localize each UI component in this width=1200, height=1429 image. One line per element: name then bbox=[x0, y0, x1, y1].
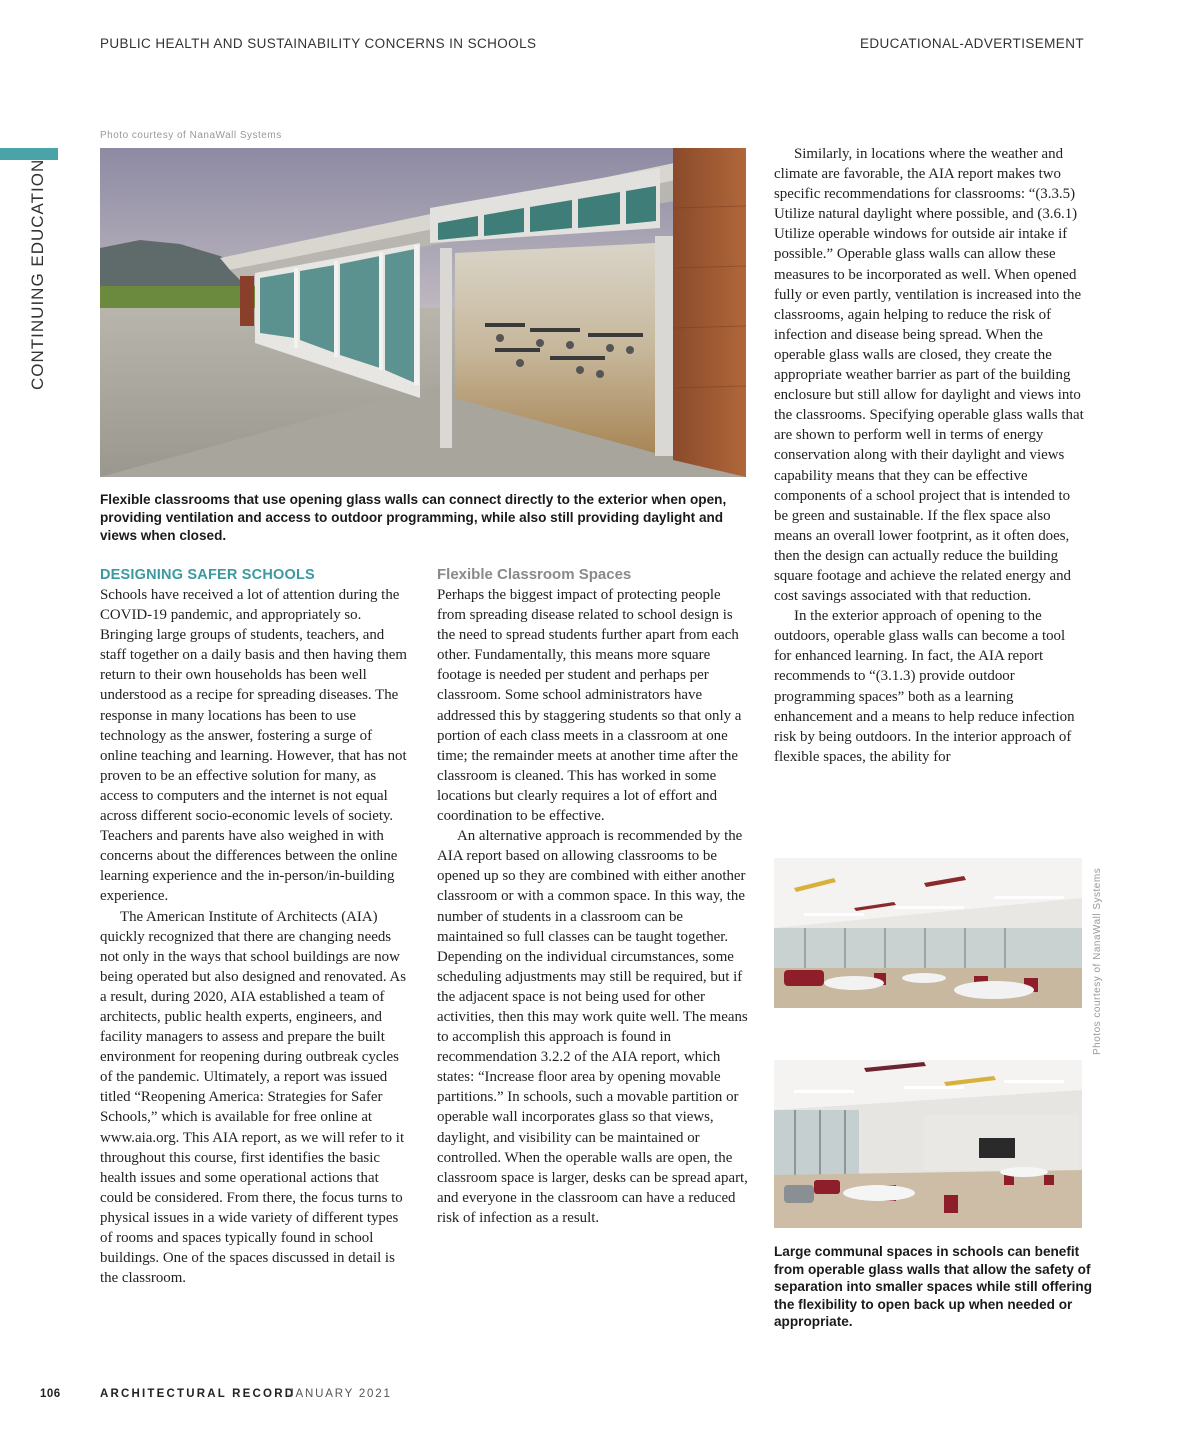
page-number: 106 bbox=[40, 1388, 61, 1400]
magazine-name: ARCHITECTURAL RECORD bbox=[100, 1388, 296, 1400]
subheading-flexible-classroom-spaces: Flexible Classroom Spaces bbox=[437, 566, 632, 583]
photo-credit-side: Photos courtesy of NanaWall Systems bbox=[1092, 867, 1103, 1055]
body-paragraph: The American Institute of Architects (AIA) quickly recognized that there are changing needs not only in the ways that school buildings are now being operated but also designed and renovated. As a result, during 2020, AIA established a team of architects, public health experts, engineers, and facility managers to assess and prepare the built environment for reopening during outbreak cycles of the pandemic. Ultimately, a report was issued titled “Reopening America: Strategies for Safer Schools,” which is available for free online at www.aia.org. This AIA report, as we will refer to it throughout this course, first identifies the basic health issues and some operational actions that could be considered. From there, the focus turns to physical issues in a wide variety of different types of rooms and spaces typically found in school buildings. One of the spaces discussed in detail is the classroom. bbox=[100, 908, 406, 1287]
classroom-exterior-photo bbox=[100, 148, 746, 477]
column-3 bbox=[774, 144, 1086, 767]
running-header-title: PUBLIC HEALTH AND SUSTAINABILITY CONCERNS IN SCHOOLS bbox=[100, 36, 537, 51]
main-photo-caption: Flexible classrooms that use opening glass walls can connect directly to the exterior when open, providing ventilation and access to outdoor programming, while also still providing daylight and views when closed. bbox=[100, 492, 727, 543]
running-header-section: EDUCATIONAL-ADVERTISEMENT bbox=[859, 36, 1084, 51]
communal-space-photo-1 bbox=[774, 858, 1082, 1008]
column-1 bbox=[100, 565, 412, 1288]
photo-credit: Photo courtesy of NanaWall Systems bbox=[100, 130, 282, 141]
body-paragraph: In the exterior approach of opening to the outdoors, operable glass walls can become a tool for enhanced learning. In fact, the AIA report recommends to “(3.1.3) provide outdoor programming spaces” both as a learning enhancement and a means to help reduce infection risk by being outdoors. In the interior approach of flexible spaces, the ability for bbox=[774, 608, 1075, 765]
communal-space-photo-2 bbox=[774, 1060, 1082, 1228]
body-paragraph: An alternative approach is recommended by the AIA report based on allowing classrooms to be opened up so they are combined with either another classroom or with a common space. In this way, the number of students in a classroom can be maintained so full classes can be taught together. Depending on the individual circumstances, some scheduling adjustments may still be required, but if the adjacent space is not being used for other activities, then this may work quite well. The means to accomplish this approach is found in recommendation 3.2.2 of the AIA report, which states: “Increase floor area by opening movable partitions.” In schools, such a movable partition or operable wall incorporates glass so that views, daylight, and visibility can be maintained or controlled. When the operable walls are open, the classroom space is larger, desks can be spread apart, and everyone in the classroom can have a reduced risk of infection as a result. bbox=[437, 828, 748, 1226]
section-side-label: CONTINUING EDUCATION bbox=[28, 158, 47, 390]
communal-photo-caption: Large communal spaces in schools can benefit from operable glass walls that allow the safety of separation into smaller spaces while still offering the flexibility to open back up when needed or appropriate. bbox=[774, 1244, 1093, 1330]
body-paragraph: Similarly, in locations where the weather and climate are favorable, the AIA report makes two specific recommendations for classrooms: “(3.3.5) Utilize natural daylight where possible, and (3.6.1) Utilize operable windows for outside air intake if possible.” Operable glass walls can allow these measures to be incorporated as well. When opened fully or even partly, ventilation is increased into the classrooms, again helping to reduce the risk of infection and disease being spread. When the operable glass walls are closed, they create the appropriate weather barrier as part of the building enclosure but still allow for daylight and views into the classrooms. Specifying operable glass walls that are shown to perform well in terms of energy conservation along with their daylight and views capability means that they can be effective components of a school project that is intended to be green and sustainable. If the flex space also means an overall lower footprint, as it often does, then the design can actually reduce the building square footage and achieve the related energy and cost savings associated with that reduction. bbox=[774, 146, 1084, 605]
body-paragraph: Schools have received a lot of attention during the COVID-19 pandemic, and appropriately so. Bringing large groups of students, teachers, and staff together on a daily basis and then having them return to their own households has been well understood as a recipe for spreading diseases. The response in many locations has been to use technology as the answer, fostering a surge of online teaching and learning. However, that has not proven to be an effective solution for many, as access to computers and the internet is not equal across different socio-economic levels of society. Teachers and parents have also weighed in with concerns about the differences between the online learning experience and the in-person/in-building experience. bbox=[100, 587, 407, 905]
body-paragraph: Perhaps the biggest impact of protecting people from spreading disease related to school design is the need to spread students further apart from each other. Fundamentally, this means more square footage is needed per student and perhaps per classroom. Some school administrators have addressed this by staggering students so that only a portion of each class meets in a classroom at one time; the remainder meets at another time after the classroom is cleaned. This has worked in some locations but clearly requires a lot of effort and coordination to be effective. bbox=[437, 587, 742, 825]
section-heading-designing-safer-schools: DESIGNING SAFER SCHOOLS bbox=[100, 567, 315, 583]
column-2 bbox=[437, 565, 749, 1228]
issue-date: JANUARY 2021 bbox=[288, 1388, 392, 1400]
